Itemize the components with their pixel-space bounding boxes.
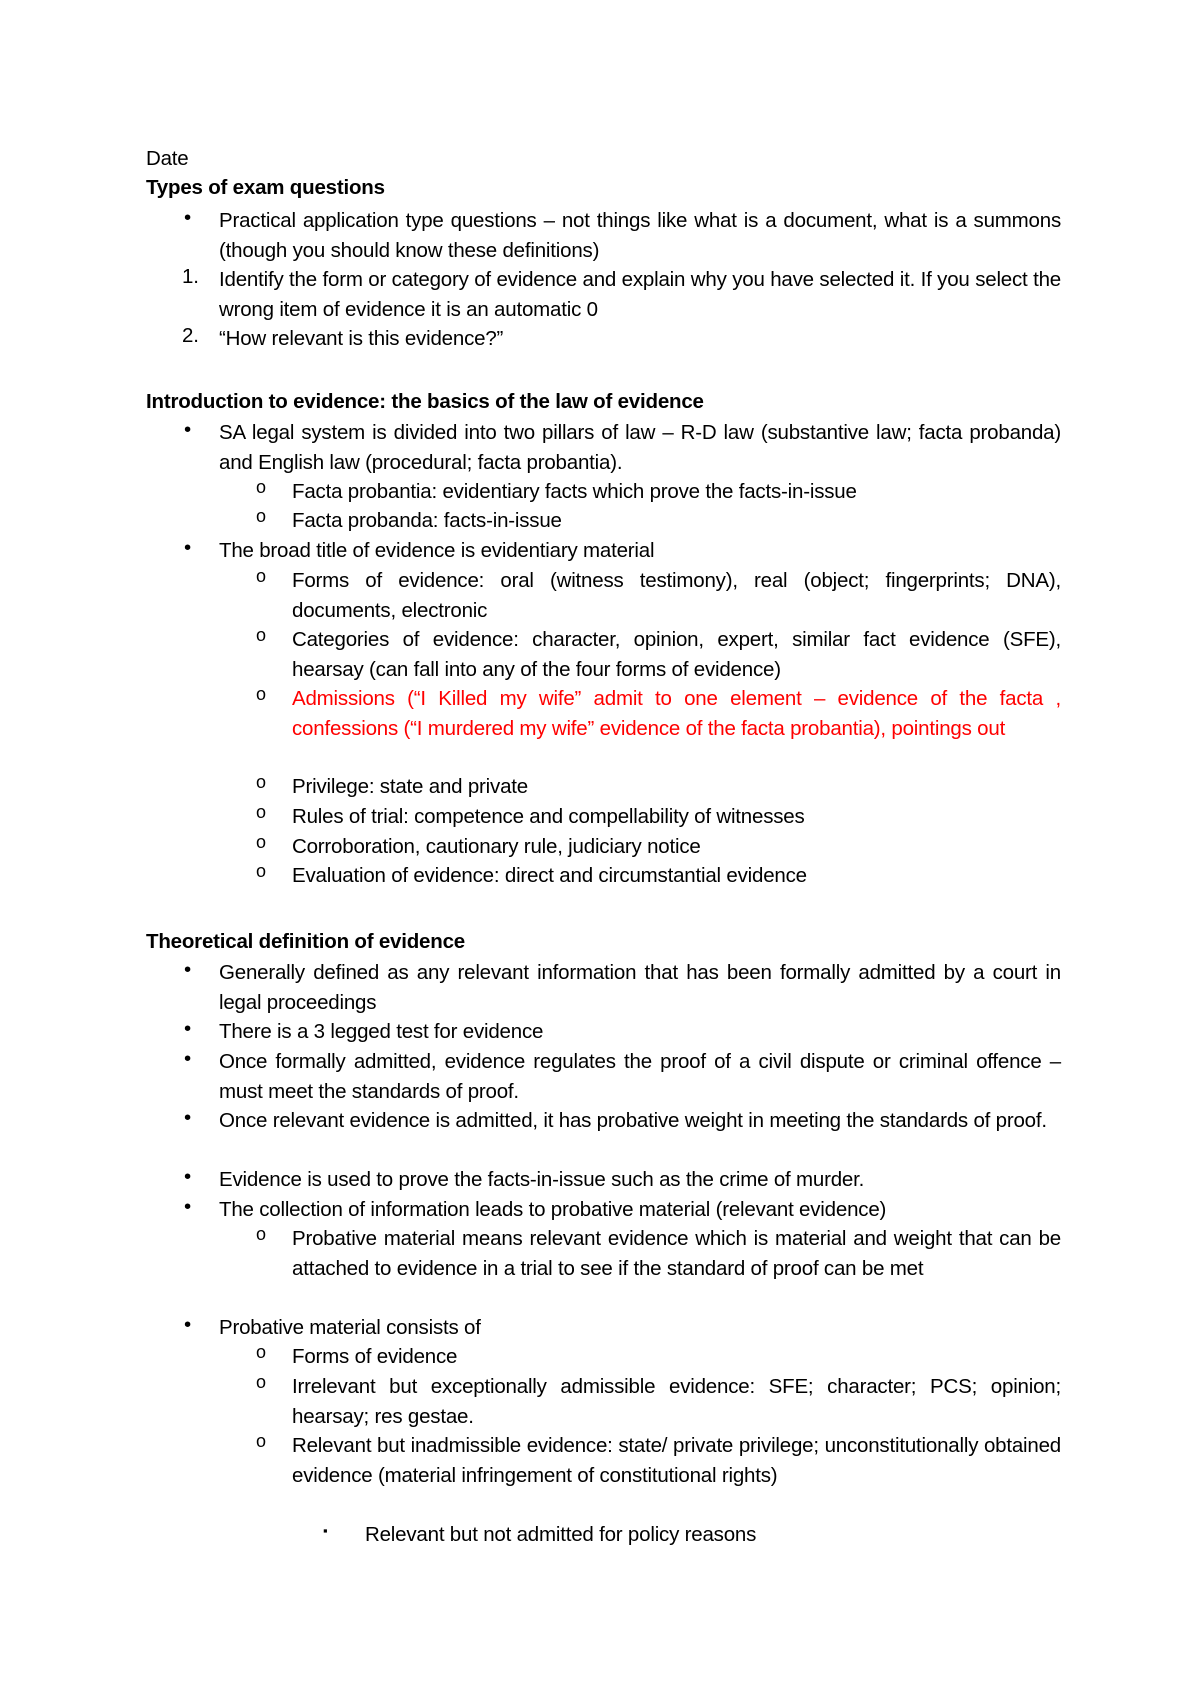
- circle-bullet-icon: o: [256, 684, 266, 704]
- list-item-text: Probative material consists of: [219, 1316, 481, 1339]
- list-item-text: Categories of evidence: character, opinion, expert, similar fact evidence (SFE), hearsay (can fall into any of the four forms of evidence): [292, 628, 1061, 681]
- square-bullet-icon: ▪: [323, 1523, 328, 1538]
- list-item-text: Irrelevant but exceptionally admissible evidence: SFE; character; PCS; opinion; hearsay; res gestae.: [292, 1375, 1061, 1428]
- circle-bullet-icon: o: [256, 802, 266, 822]
- list-item-text: Facta probantia: evidentiary facts which prove the facts-in-issue: [292, 480, 857, 503]
- circle-bullet-icon: o: [256, 566, 266, 586]
- list-item-text: The broad title of evidence is evidentiary material: [219, 539, 655, 562]
- list-item-text: Evidence is used to prove the facts-in-issue such as the crime of murder.: [219, 1168, 865, 1191]
- list-number: 1.: [182, 265, 199, 288]
- list-item-text: SA legal system is divided into two pillars of law – R-D law (substantive law; facta probanda) and English law (procedural; facta probantia).: [219, 421, 1061, 474]
- list-item-text: The collection of information leads to probative material (relevant evidence): [219, 1198, 887, 1221]
- list-item-text: Facta probanda: facts-in-issue: [292, 509, 562, 532]
- list-item-text: Evaluation of evidence: direct and circumstantial evidence: [292, 864, 807, 887]
- circle-bullet-icon: o: [256, 1224, 266, 1244]
- list-item-text: Relevant but not admitted for policy reasons: [365, 1523, 757, 1546]
- circle-bullet-icon: o: [256, 1342, 266, 1362]
- list-item-text: Forms of evidence: [292, 1345, 458, 1368]
- circle-bullet-icon: o: [256, 772, 266, 792]
- circle-bullet-icon: o: [256, 625, 266, 645]
- bullet-icon: •: [184, 206, 191, 229]
- list-number: 2.: [182, 324, 199, 347]
- circle-bullet-icon: o: [256, 477, 266, 497]
- date-label: Date: [146, 147, 189, 170]
- bullet-icon: •: [184, 1195, 191, 1218]
- bullet-icon: •: [184, 1165, 191, 1188]
- bullet-icon: •: [184, 536, 191, 559]
- list-item-text: “How relevant is this evidence?”: [219, 327, 504, 350]
- circle-bullet-icon: o: [256, 832, 266, 852]
- circle-bullet-icon: o: [256, 861, 266, 881]
- bullet-icon: •: [184, 958, 191, 981]
- bullet-icon: •: [184, 1047, 191, 1070]
- bullet-icon: •: [184, 1017, 191, 1040]
- list-item-text: Relevant but inadmissible evidence: state/ private privilege; unconstitutionally obtained evidence (material infringement of constitutional rights): [292, 1434, 1061, 1487]
- list-item-text: Admissions (“I Killed my wife” admit to one element – evidence of the facta , confessions (“I murdered my wife” evidence of the facta probantia), pointings out: [292, 687, 1061, 740]
- list-item-text: Practical application type questions – not things like what is a document, what is a summons (though you should know these definitions): [219, 209, 1061, 262]
- list-item-text: There is a 3 legged test for evidence: [219, 1020, 544, 1043]
- list-item-text: Probative material means relevant evidence which is material and weight that can be attached to evidence in a trial to see if the standard of proof can be met: [292, 1227, 1061, 1280]
- list-item-text: Forms of evidence: oral (witness testimony), real (object; fingerprints; DNA), documents, electronic: [292, 569, 1061, 622]
- bullet-icon: •: [184, 418, 191, 441]
- circle-bullet-icon: o: [256, 1431, 266, 1451]
- section-heading-theoretical-definition: Theoretical definition of evidence: [146, 930, 465, 953]
- list-item-text: Once formally admitted, evidence regulates the proof of a civil dispute or criminal offence – must meet the standards of proof.: [219, 1050, 1061, 1103]
- circle-bullet-icon: o: [256, 506, 266, 526]
- circle-bullet-icon: o: [256, 1372, 266, 1392]
- section-heading-introduction: Introduction to evidence: the basics of the law of evidence: [146, 390, 704, 413]
- list-item-text: Privilege: state and private: [292, 775, 528, 798]
- section-heading-exam-questions: Types of exam questions: [146, 176, 385, 199]
- list-item-text: Rules of trial: competence and compellability of witnesses: [292, 805, 805, 828]
- list-item-text: Generally defined as any relevant information that has been formally admitted by a court in legal proceedings: [219, 961, 1061, 1014]
- list-item-text: Identify the form or category of evidence and explain why you have selected it. If you select the wrong item of evidence it is an automatic 0: [219, 268, 1061, 321]
- bullet-icon: •: [184, 1106, 191, 1129]
- list-item-text: Once relevant evidence is admitted, it has probative weight in meeting the standards of proof.: [219, 1109, 1047, 1132]
- bullet-icon: •: [184, 1313, 191, 1336]
- list-item-text: Corroboration, cautionary rule, judiciary notice: [292, 835, 701, 858]
